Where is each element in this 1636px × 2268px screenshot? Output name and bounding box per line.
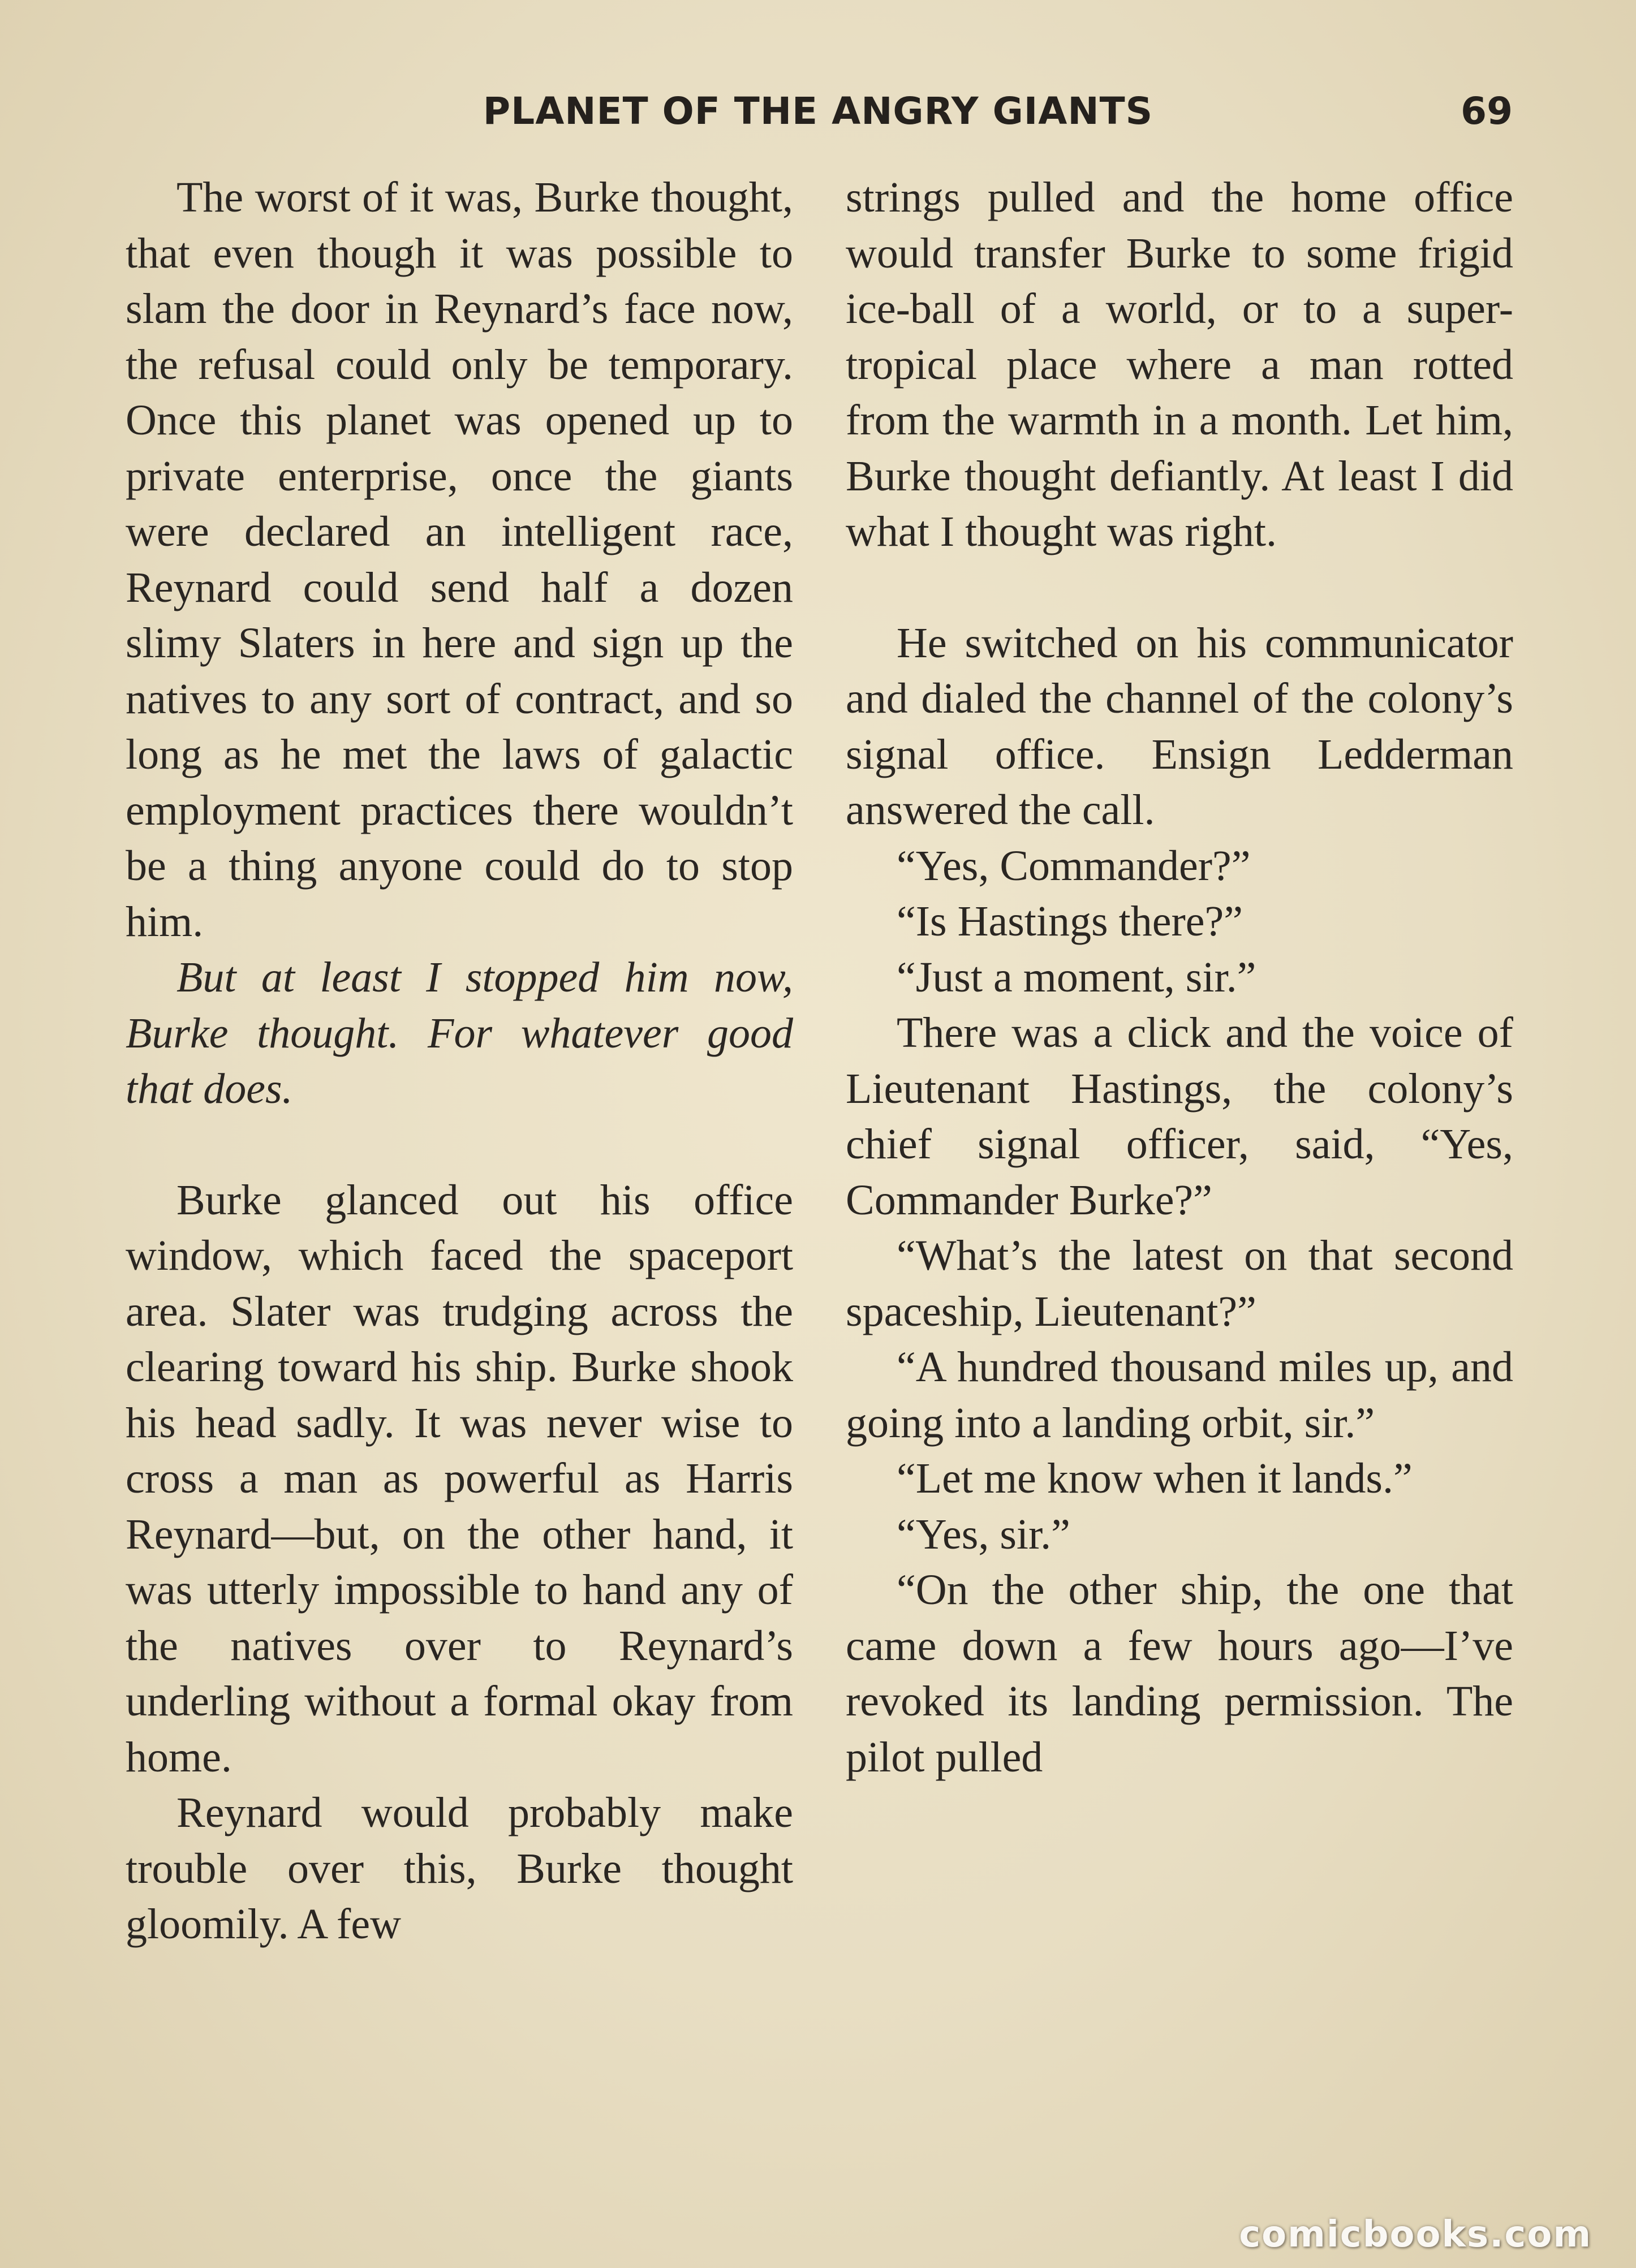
dialogue-second-spaceship: “What’s the latest on that second spaceship, Lieutenant?” (846, 1232, 1513, 1335)
paragraph-office-window: Burke glanced out his office window, which faced the spaceport area. Slater was trudging across the clearing toward his ship. Burke shook his head sadly. It was never wise to cross a man as powerful as Harris Reynard—but, on the other hand, it was utterly impossible to hand any of the natives over to Reynard’s underling without a formal okay from home. (126, 1176, 793, 1781)
left-text-column (126, 170, 793, 1952)
paragraph-strings-pulled: strings pulled and the home office would transfer Burke to some frigid ice-ball of a world, or to a super-tropical place where a man rotted from the warmth in a month. Let him, Burke thought defiantly. At least I did what I thought was right. (846, 174, 1513, 555)
paragraph-communicator: He switched on his communicator and dialed the channel of the colony’s signal office. Ensign Ledderman answered the call. (846, 619, 1513, 834)
paragraph-other-ship: “On the other ship, the one that came down a few hours ago—I’ve revoked its landing permission. The pilot pulled (846, 1566, 1513, 1781)
dialogue-hundred-thousand-miles: “A hundred thousand miles up, and going into a landing orbit, sir.” (846, 1343, 1513, 1447)
site-watermark: comicbooks.com (1239, 2214, 1592, 2256)
dialogue-let-me-know: “Let me know when it lands.” (897, 1455, 1413, 1502)
running-header-title: PLANET OF THE ANGRY GIANTS (483, 89, 1153, 133)
right-text-column (846, 170, 1513, 1785)
dialogue-hastings-there: “Is Hastings there?” (897, 898, 1243, 945)
dialogue-just-a-moment: “Just a moment, sir.” (897, 953, 1256, 1001)
paragraph-reynard-trouble: Reynard would probably make trouble over this, Burke thought gloomily. A few (126, 1789, 793, 1948)
paragraph-worst-of-it: The worst of it was, Burke thought, that even though it was possible to slam the door in Reynard’s face now, the refusal could only be temporary. Once this planet was opened up to private enterprise, once the giants were declared an intelligent race, Reynard could send half a dozen slimy Slaters in here and sign up the natives to any sort of contract, and so long as he met the laws of galactic employment practices there wouldn’t be a thing anyone could do to stop him. (126, 174, 793, 946)
paragraph-stopped-him: But at least I stopped him now, Burke thought. For whatever good that does. (126, 954, 793, 1113)
dialogue-yes-sir: “Yes, sir.” (897, 1510, 1070, 1558)
page-number: 69 (1461, 89, 1513, 133)
paragraph-click-voice: There was a click and the voice of Lieutenant Hastings, the colony’s chief signal officer, said, “Yes, Commander Burke?” (846, 1009, 1513, 1224)
dialogue-yes-commander: “Yes, Commander?” (897, 842, 1251, 890)
